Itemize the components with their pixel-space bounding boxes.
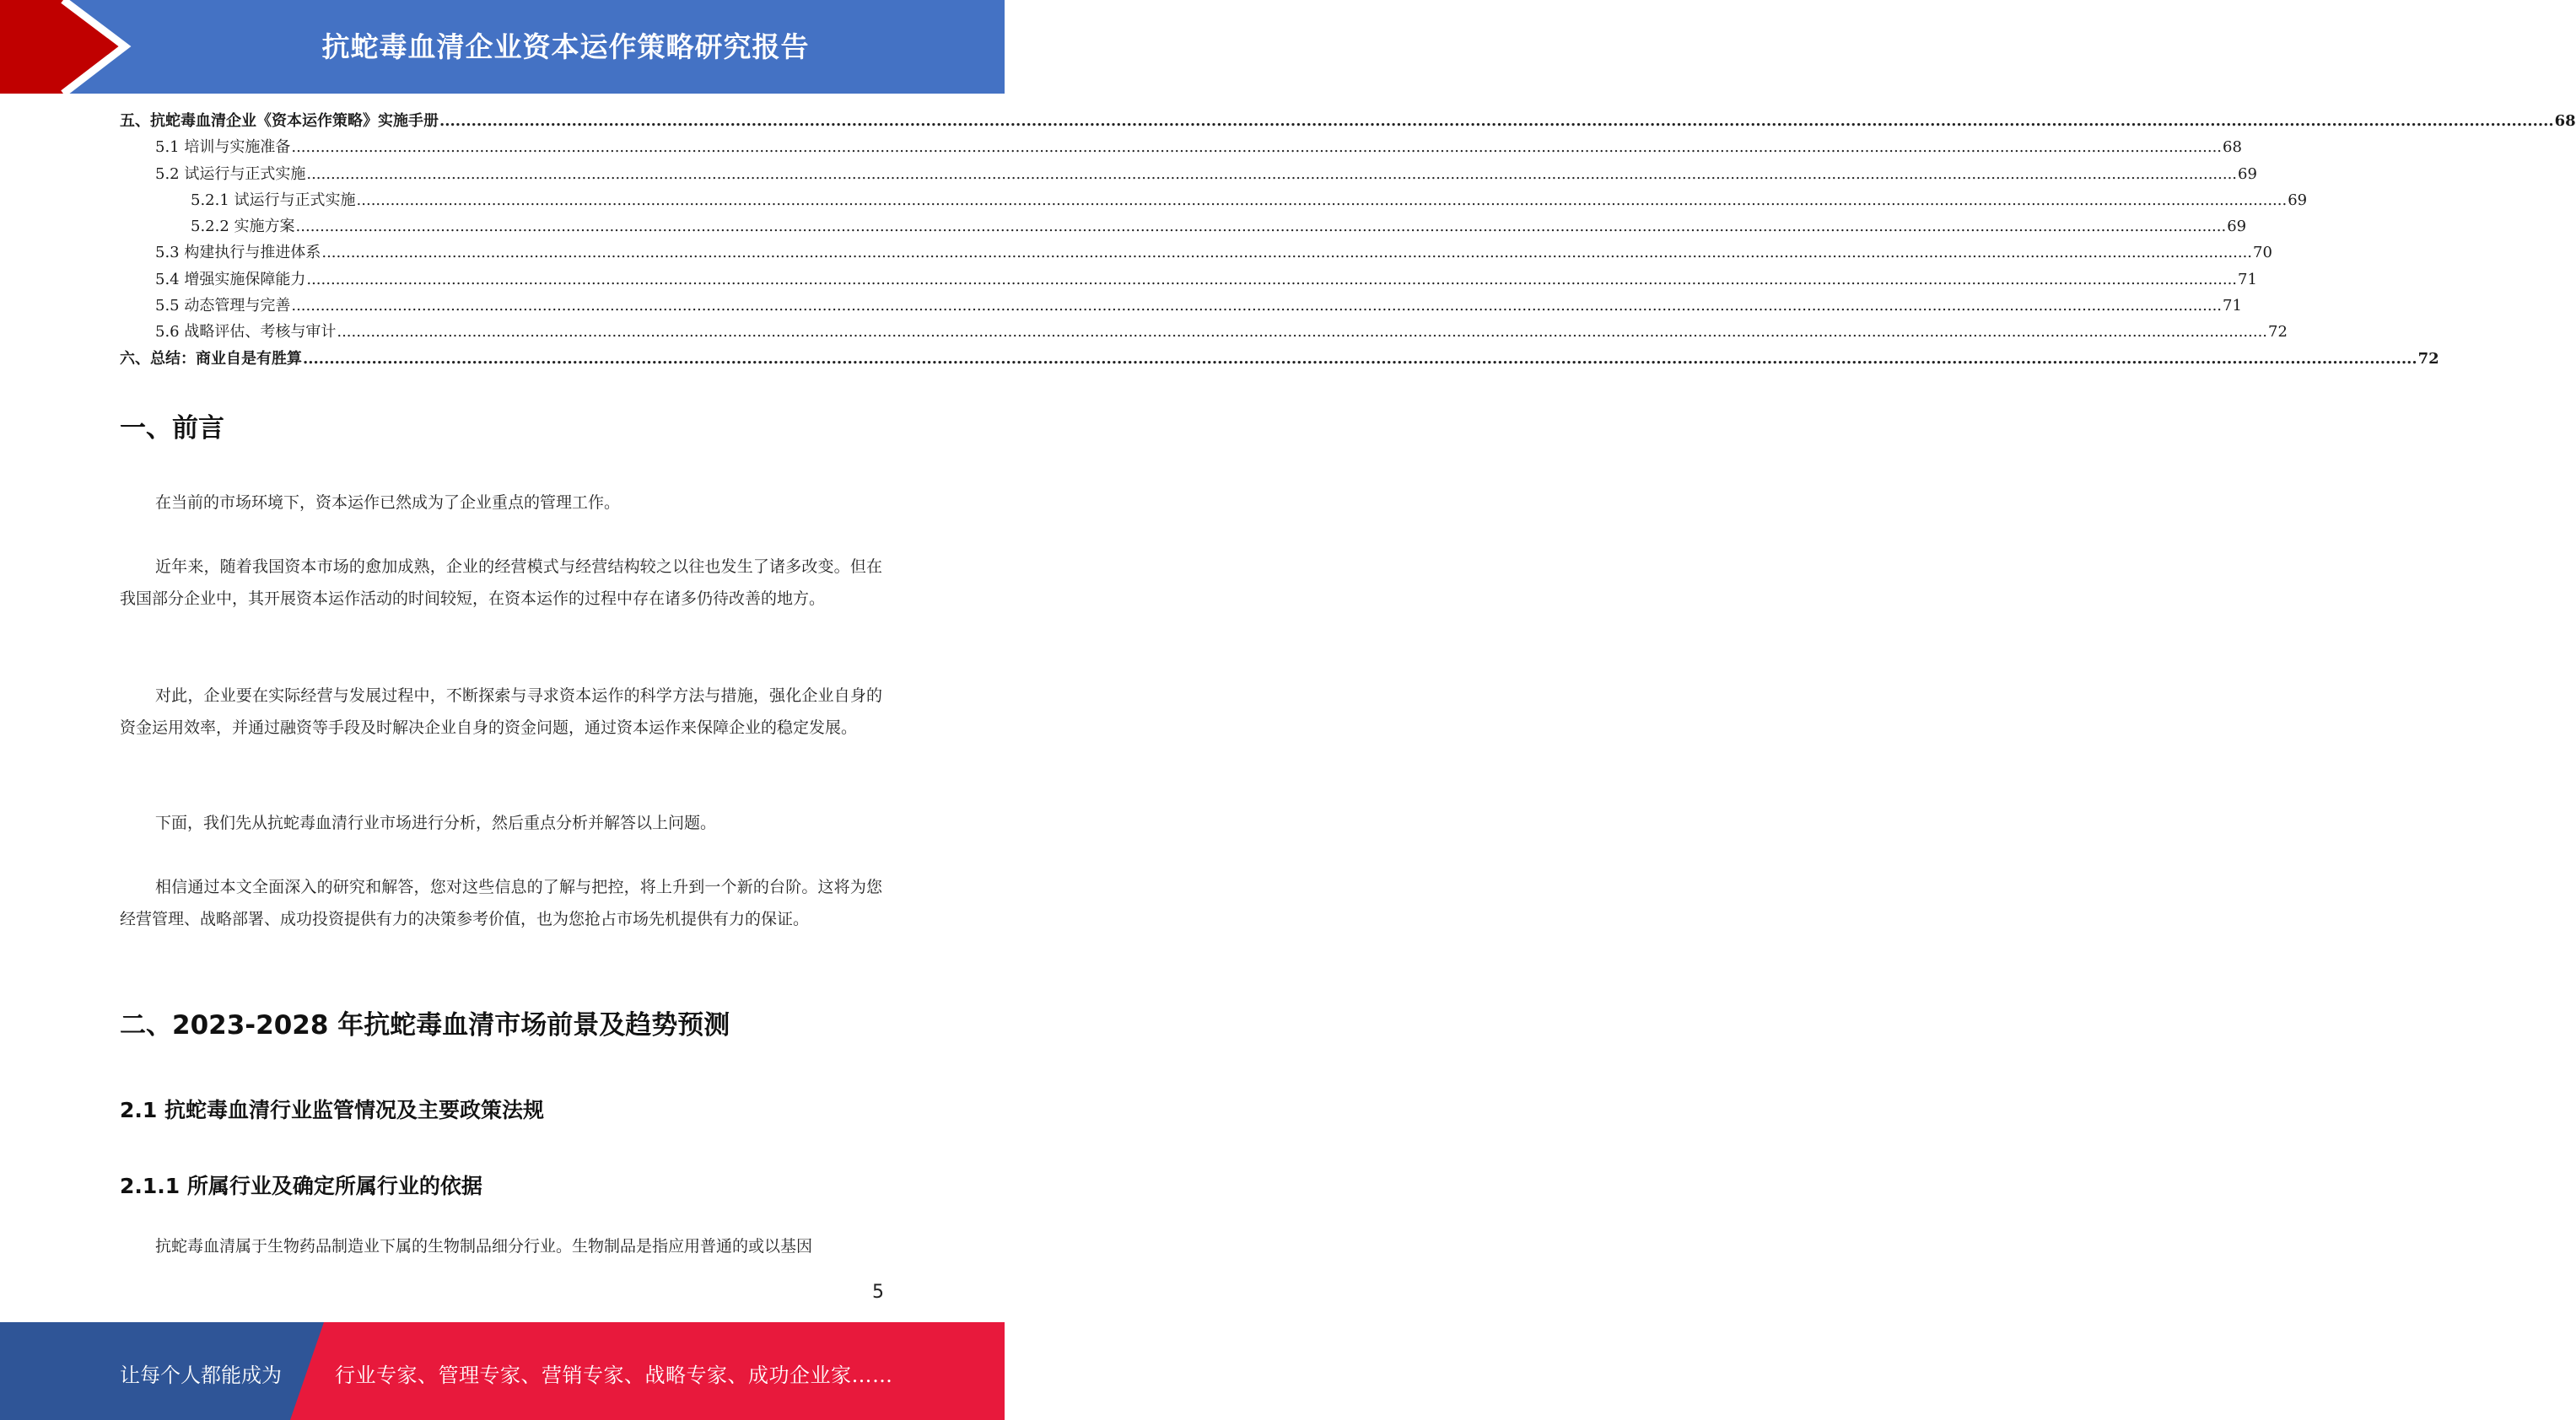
- toc-entry-label: 5.1 培训与实施准备: [155, 138, 291, 157]
- toc-entry-label: 5.2.2 实施方案: [191, 218, 295, 236]
- toc-leader-dots: ................................................................................................................................................................................................................................................................................................................................................................................................................: [291, 138, 2223, 157]
- paragraph: 下面，我们先从抗蛇毒血清行业市场进行分析，然后重点分析并解答以上问题。: [155, 814, 717, 832]
- toc-entry[interactable]: [120, 213, 2247, 239]
- footer-slogan-right: 行业专家、管理专家、营销专家、战略专家、成功企业家……: [335, 1364, 893, 1387]
- toc-leader-dots: ................................................................................................................................................................................................................................................................................................................................................................................................................: [439, 112, 2554, 130]
- toc-entry[interactable]: [120, 239, 2272, 266]
- toc-entry-page: 69: [2288, 191, 2308, 209]
- toc-entry-page: 68: [2223, 138, 2242, 157]
- paragraph: 对此，企业要在实际经营与发展过程中，不断探索与寻求资本运作的科学方法与措施，强化企业自身的资金运用效率，并通过融资等手段及时解决企业自身的资金问题，通过资本运作来保障企业的稳定发展。: [120, 686, 882, 737]
- toc-entry-label: 六、总结：商业自是有胜算: [120, 349, 302, 368]
- footer-slogan-left: 让每个人都能成为: [120, 1364, 282, 1387]
- toc-leader-dots: ................................................................................................................................................................................................................................................................................................................................................................................................................: [295, 218, 2227, 236]
- toc-entry[interactable]: [120, 319, 2288, 345]
- toc-entry-page: 72: [2417, 349, 2439, 368]
- toc-entry-page: 71: [2238, 270, 2257, 288]
- toc-entry-label: 5.2 试运行与正式实施: [155, 164, 306, 183]
- header-title: 抗蛇毒血清企业资本运作策略研究报告: [321, 30, 810, 63]
- toc-entry[interactable]: [120, 187, 2308, 213]
- section-heading-preface: 一、前言: [120, 413, 224, 444]
- toc-entry-label: 5.3 构建执行与推进体系: [155, 244, 321, 262]
- page-header: [0, 0, 1005, 94]
- section-heading-market-forecast: 二、2023-2028 年抗蛇毒血清市场前景及趋势预测: [120, 1010, 730, 1041]
- toc-entry-label: 五、抗蛇毒血清企业《资本运作策略》实施手册: [120, 112, 439, 130]
- toc-leader-dots: ................................................................................................................................................................................................................................................................................................................................................................................................................: [291, 297, 2223, 315]
- toc-entry-label: 5.5 动态管理与完善: [155, 297, 291, 315]
- paragraph: 相信通过本文全面深入的研究和解答，您对这些信息的了解与把控，将上升到一个新的台阶。这将为您经营管理、战略部署、成功投资提供有力的决策参考价值，也为您抢占市场先机提供有力的保证。: [120, 878, 882, 928]
- subsubsection-heading: 2.1.1 所属行业及确定所属行业的依据: [120, 1174, 482, 1198]
- toc-leader-dots: ................................................................................................................................................................................................................................................................................................................................................................................................................: [306, 164, 2238, 183]
- paragraph: 抗蛇毒血清属于生物药品制造业下属的生物制品细分行业。生物制品是指应用普通的或以基因: [155, 1237, 813, 1256]
- toc-entry[interactable]: [120, 346, 2439, 372]
- toc-entry-page: 72: [2268, 323, 2288, 342]
- page-number: 5: [872, 1282, 884, 1303]
- paragraph: 在当前的市场环境下，资本运作已然成为了企业重点的管理工作。: [155, 493, 621, 512]
- toc-leader-dots: ................................................................................................................................................................................................................................................................................................................................................................................................................: [303, 349, 2417, 368]
- toc-entry[interactable]: [120, 108, 2576, 134]
- toc-leader-dots: ................................................................................................................................................................................................................................................................................................................................................................................................................: [321, 244, 2253, 262]
- toc-leader-dots: ................................................................................................................................................................................................................................................................................................................................................................................................................: [337, 323, 2268, 342]
- toc-leader-dots: ................................................................................................................................................................................................................................................................................................................................................................................................................: [356, 191, 2288, 209]
- toc-entry[interactable]: [120, 134, 2242, 160]
- subsection-heading: 2.1 抗蛇毒血清行业监管情况及主要政策法规: [120, 1098, 544, 1122]
- toc-entry[interactable]: [120, 161, 2257, 187]
- toc-entry-page: 68: [2554, 112, 2576, 130]
- toc-entry-label: 5.6 战略评估、考核与审计: [155, 323, 337, 342]
- toc-entry-label: 5.2.1 试运行与正式实施: [191, 191, 356, 209]
- toc-entry[interactable]: [120, 266, 2257, 293]
- toc-entry-page: 71: [2223, 297, 2242, 315]
- paragraph: 近年来，随着我国资本市场的愈加成熟，企业的经营模式与经营结构较之以往也发生了诸多改变。但在我国部分企业中，其开展资本运作活动的时间较短，在资本运作的过程中存在诸多仍待改善的地方。: [120, 557, 882, 608]
- page-footer: [0, 1322, 1005, 1420]
- toc-leader-dots: ................................................................................................................................................................................................................................................................................................................................................................................................................: [306, 270, 2238, 288]
- toc-entry-page: 69: [2227, 218, 2247, 236]
- header-red-arrow: [0, 0, 125, 94]
- toc-entry-page: 69: [2238, 164, 2257, 183]
- toc-entry[interactable]: [120, 293, 2242, 319]
- table-of-contents: [120, 108, 2576, 372]
- toc-entry-page: 70: [2253, 244, 2272, 262]
- toc-entry-label: 5.4 增强实施保障能力: [155, 270, 306, 288]
